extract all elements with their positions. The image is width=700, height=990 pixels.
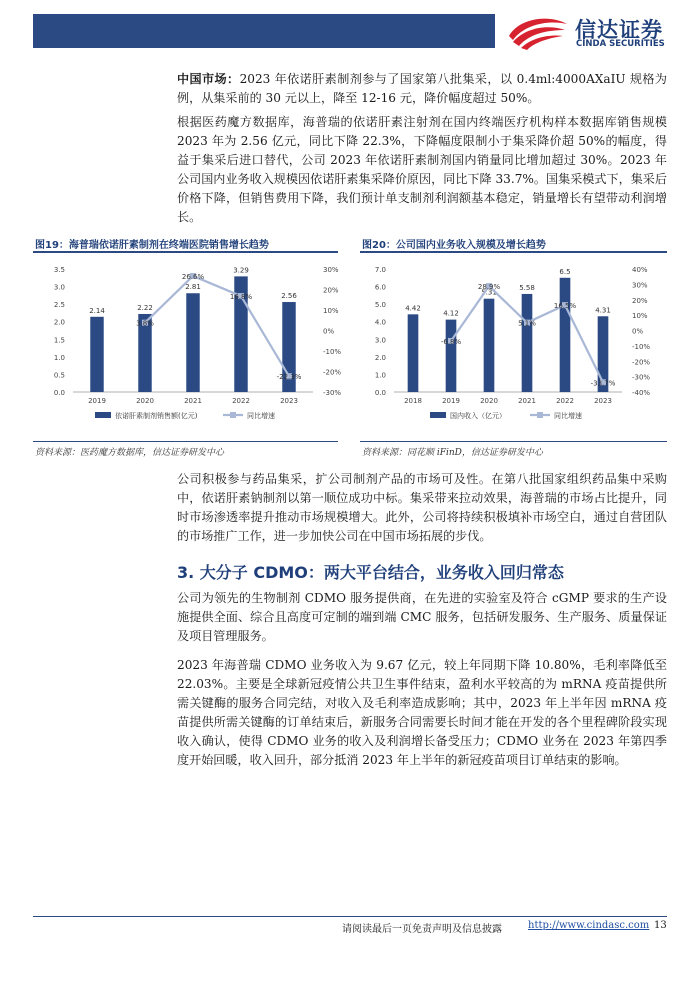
bar	[446, 320, 457, 392]
legend-line-marker	[230, 412, 236, 418]
x-axis-tick-label: 2021	[184, 397, 202, 405]
figure-20-top-rule	[360, 251, 667, 253]
legend-bar-label: 依诺肝素制剂销售额(亿元)	[115, 412, 198, 420]
x-axis-tick-label: 2019	[442, 397, 460, 405]
legend-line-marker	[537, 412, 543, 418]
left-axis-tick-label: 1.0	[53, 353, 65, 362]
right-axis-tick-label: 20%	[323, 286, 339, 295]
right-axis-tick-label: 30%	[323, 266, 339, 274]
growth-value-label: -33.7%	[590, 379, 616, 388]
paragraph-cdmo-intro: 公司为领先的生物制剂 CDMO 服务提供商，在先进的实验室及符合 cGMP 要求的生产设施提供全面、综合且高度可定制的端到端 CMC 服务，包括研发服务、生产服务、质量保证及项目管理服务。	[177, 591, 667, 643]
figure-19-top-rule	[33, 251, 338, 253]
right-axis-tick-label: 0%	[632, 327, 644, 336]
right-axis-tick-label: -20%	[323, 368, 342, 377]
left-axis-tick-label: 1.0	[374, 371, 386, 380]
footer-page-number: 13	[654, 920, 667, 931]
x-axis-tick-label: 2020	[136, 397, 154, 405]
figure-20-source: 资料来源：同花顺 iFinD，信达证券研发中心	[362, 448, 543, 458]
bar-value-label: 6.5	[559, 267, 571, 276]
growth-value-label: 28.9%	[477, 283, 501, 292]
paragraph-china-market	[177, 70, 667, 108]
section-heading-cdmo: 3. 大分子 CDMO：两大平台结合，业务收入回归常态	[177, 563, 564, 582]
left-axis-tick-label: 3.0	[374, 336, 386, 345]
growth-value-label: 16.8%	[229, 293, 253, 302]
bar-value-label: 4.31	[595, 306, 611, 315]
fig19-right-ticks	[323, 266, 341, 397]
right-axis-tick-label: -40%	[632, 389, 651, 397]
x-axis-tick-label: 2019	[88, 397, 106, 405]
china-market-label: 中国市场：	[177, 72, 240, 86]
bar-value-label: 2.56	[281, 292, 297, 301]
cinda-logo-icon	[505, 12, 571, 52]
right-axis-tick-label: 0%	[323, 327, 335, 336]
x-axis-tick-label: 2023	[280, 397, 298, 405]
growth-value-label: 16.5%	[553, 302, 577, 311]
figure-19-title: 图19：海普瑞依诺肝素制剂在终端医院销售增长趋势	[35, 240, 269, 251]
left-axis-tick-label: 0.0	[374, 389, 386, 397]
left-axis-tick-label: 2.5	[53, 301, 65, 310]
growth-line	[145, 276, 289, 376]
figure-19-bottom-rule	[33, 441, 338, 442]
right-axis-tick-label: 10%	[323, 307, 339, 315]
right-axis-tick-label: -30%	[632, 373, 651, 382]
bar	[90, 317, 103, 392]
bar-value-label: 2.22	[137, 303, 153, 312]
footer-disclaimer: 请阅读最后一页免责声明及信息披露	[342, 924, 502, 935]
paragraph-procurement: 公司积极参与药品集采，扩公司制剂产品的市场可及性。在第八批国家组织药品集中采购中，依诺肝素钠制剂以第一顺位成功中标。集采带来拉动效果，海普瑞的市场占比提升，同时市场渗透率提升推动市场规模增大。此外，公司将持续积极填补市场空白，通过自营团队的市场推广工作，进一步加快公司在中国市场拓展的步伐。	[177, 472, 667, 543]
footer-rule	[33, 916, 667, 917]
figure-20-title: 图20：公司国内业务收入规模及增长趋势	[362, 240, 546, 251]
cinda-logo	[505, 12, 675, 52]
growth-value-label: 3.8%	[136, 319, 154, 328]
legend-bar-swatch	[95, 412, 111, 418]
right-axis-tick-label: -10%	[323, 348, 342, 356]
bar-value-label: 2.14	[89, 306, 105, 315]
x-axis-tick-label: 2018	[404, 397, 422, 405]
left-axis-tick-label: 0.0	[53, 389, 65, 397]
left-axis-tick-label: 0.5	[53, 371, 65, 380]
growth-value-label: -22.3%	[276, 373, 302, 382]
legend-bar-label: 国内收入（亿元）	[450, 412, 506, 420]
bar	[408, 314, 419, 392]
growth-value-label: 26.6%	[181, 272, 205, 281]
logo-text-en: CINDA SECURITIES	[576, 39, 665, 49]
right-axis-tick-label: 40%	[632, 266, 648, 274]
footer-website-link[interactable]: http://www.cindasc.com	[528, 920, 650, 931]
right-axis-tick-label: 30%	[632, 281, 648, 290]
bar-value-label: 4.12	[443, 309, 459, 318]
legend-bar-swatch	[430, 412, 446, 418]
bar-value-label: 5.58	[519, 283, 535, 292]
right-axis-tick-label: 20%	[632, 296, 648, 305]
bar	[186, 293, 199, 392]
logo-text-cn: 信达证券	[575, 18, 663, 42]
right-axis-tick-label: -20%	[632, 358, 651, 367]
paragraph-sales-scale: 根据医药魔方数据库，海普瑞的依诺肝素注射剂在国内终端医疗机构样本数据库销售规模 2023 年为 2.56 亿元，同比下降 22.3%，下降幅度限制小于集采降价超 50%的幅度，得益于集采后进口替代，公司 2023 年依诺肝素制剂国内销量同比增加超过 30%。2023 年公司国内业务收入规模因依诺肝素集采降价原因，同比下降 33.7%。国集采模式下，集采后价格下降，但销售费用下降，我们预计单支制剂利润额基本稳定，销量增长有望带动利润增长。	[177, 115, 667, 224]
bar	[484, 299, 495, 392]
bar	[522, 294, 533, 392]
figure-19-chart	[33, 255, 342, 438]
left-axis-tick-label: 3.5	[53, 266, 65, 274]
left-axis-tick-label: 7.0	[374, 266, 386, 274]
figure-19-source: 资料来源：医药魔方数据库，信达证券研发中心	[35, 448, 225, 458]
x-axis-tick-label: 2023	[594, 397, 612, 405]
bar-value-label: 3.29	[233, 266, 249, 275]
x-axis-tick-label: 2020	[480, 397, 498, 405]
left-axis-tick-label: 6.0	[374, 283, 386, 292]
growth-value-label: -6.8%	[440, 337, 462, 346]
bar-value-label: 2.81	[185, 283, 201, 292]
legend-line-label: 同比增速	[554, 412, 582, 420]
legend-line-label: 同比增速	[247, 412, 275, 420]
left-axis-tick-label: 2.0	[374, 353, 386, 362]
left-axis-tick-label: 2.0	[53, 318, 65, 327]
china-market-text: 2023 年依诺肝素制剂参与了国家第八批集采，以 0.4ml:4000AXaIU 规格为例，从集采前的 30 元以上，降至 12-16 元，降价幅度超过 50%。	[177, 72, 667, 105]
figure-20-chart	[360, 255, 667, 438]
bar-value-label: 5.31	[481, 288, 497, 297]
left-axis-tick-label: 3.0	[53, 283, 65, 292]
growth-value-label: 5.1%	[518, 319, 536, 328]
header-bar	[33, 14, 495, 48]
right-axis-tick-label: 10%	[632, 312, 648, 321]
left-axis-tick-label: 1.5	[53, 336, 65, 345]
paragraph-cdmo-revenue: 2023 年海普瑞 CDMO 业务收入为 9.67 亿元，较上年同期下降 10.80%，毛利率降低至 22.03%。主要是全球新冠疫情公共卫生事件结束，盈利水平较高的为 mRNA 疫苗提供所需关键酶的服务合同完结，对收入及毛利率造成影响；其中，2023 年上半年因 mRNA 疫苗提供所需关键酶的订单结束后，新服务合同需要长时间才能在开发的各个里程碑阶段实现收入确认，使得 CDMO 业务的收入及利润增长备受压力；CDMO 业务在 2023 年第四季度开始回暖，收入回升，部分抵消 2023 年上半年的新冠疫苗项目订单结束的影响。	[177, 658, 667, 767]
right-axis-tick-label: -10%	[632, 342, 651, 351]
left-axis-tick-label: 4.0	[374, 318, 386, 327]
right-axis-tick-label: -30%	[323, 389, 342, 397]
fig19-left-ticks	[54, 266, 65, 397]
figure-20-bottom-rule	[360, 441, 667, 442]
x-axis-tick-label: 2022	[232, 397, 250, 405]
bar-value-label: 4.42	[405, 304, 421, 313]
x-axis-tick-label: 2022	[556, 397, 574, 405]
left-axis-tick-label: 5.0	[374, 301, 386, 310]
x-axis-tick-label: 2021	[518, 397, 536, 405]
bar	[560, 278, 571, 392]
